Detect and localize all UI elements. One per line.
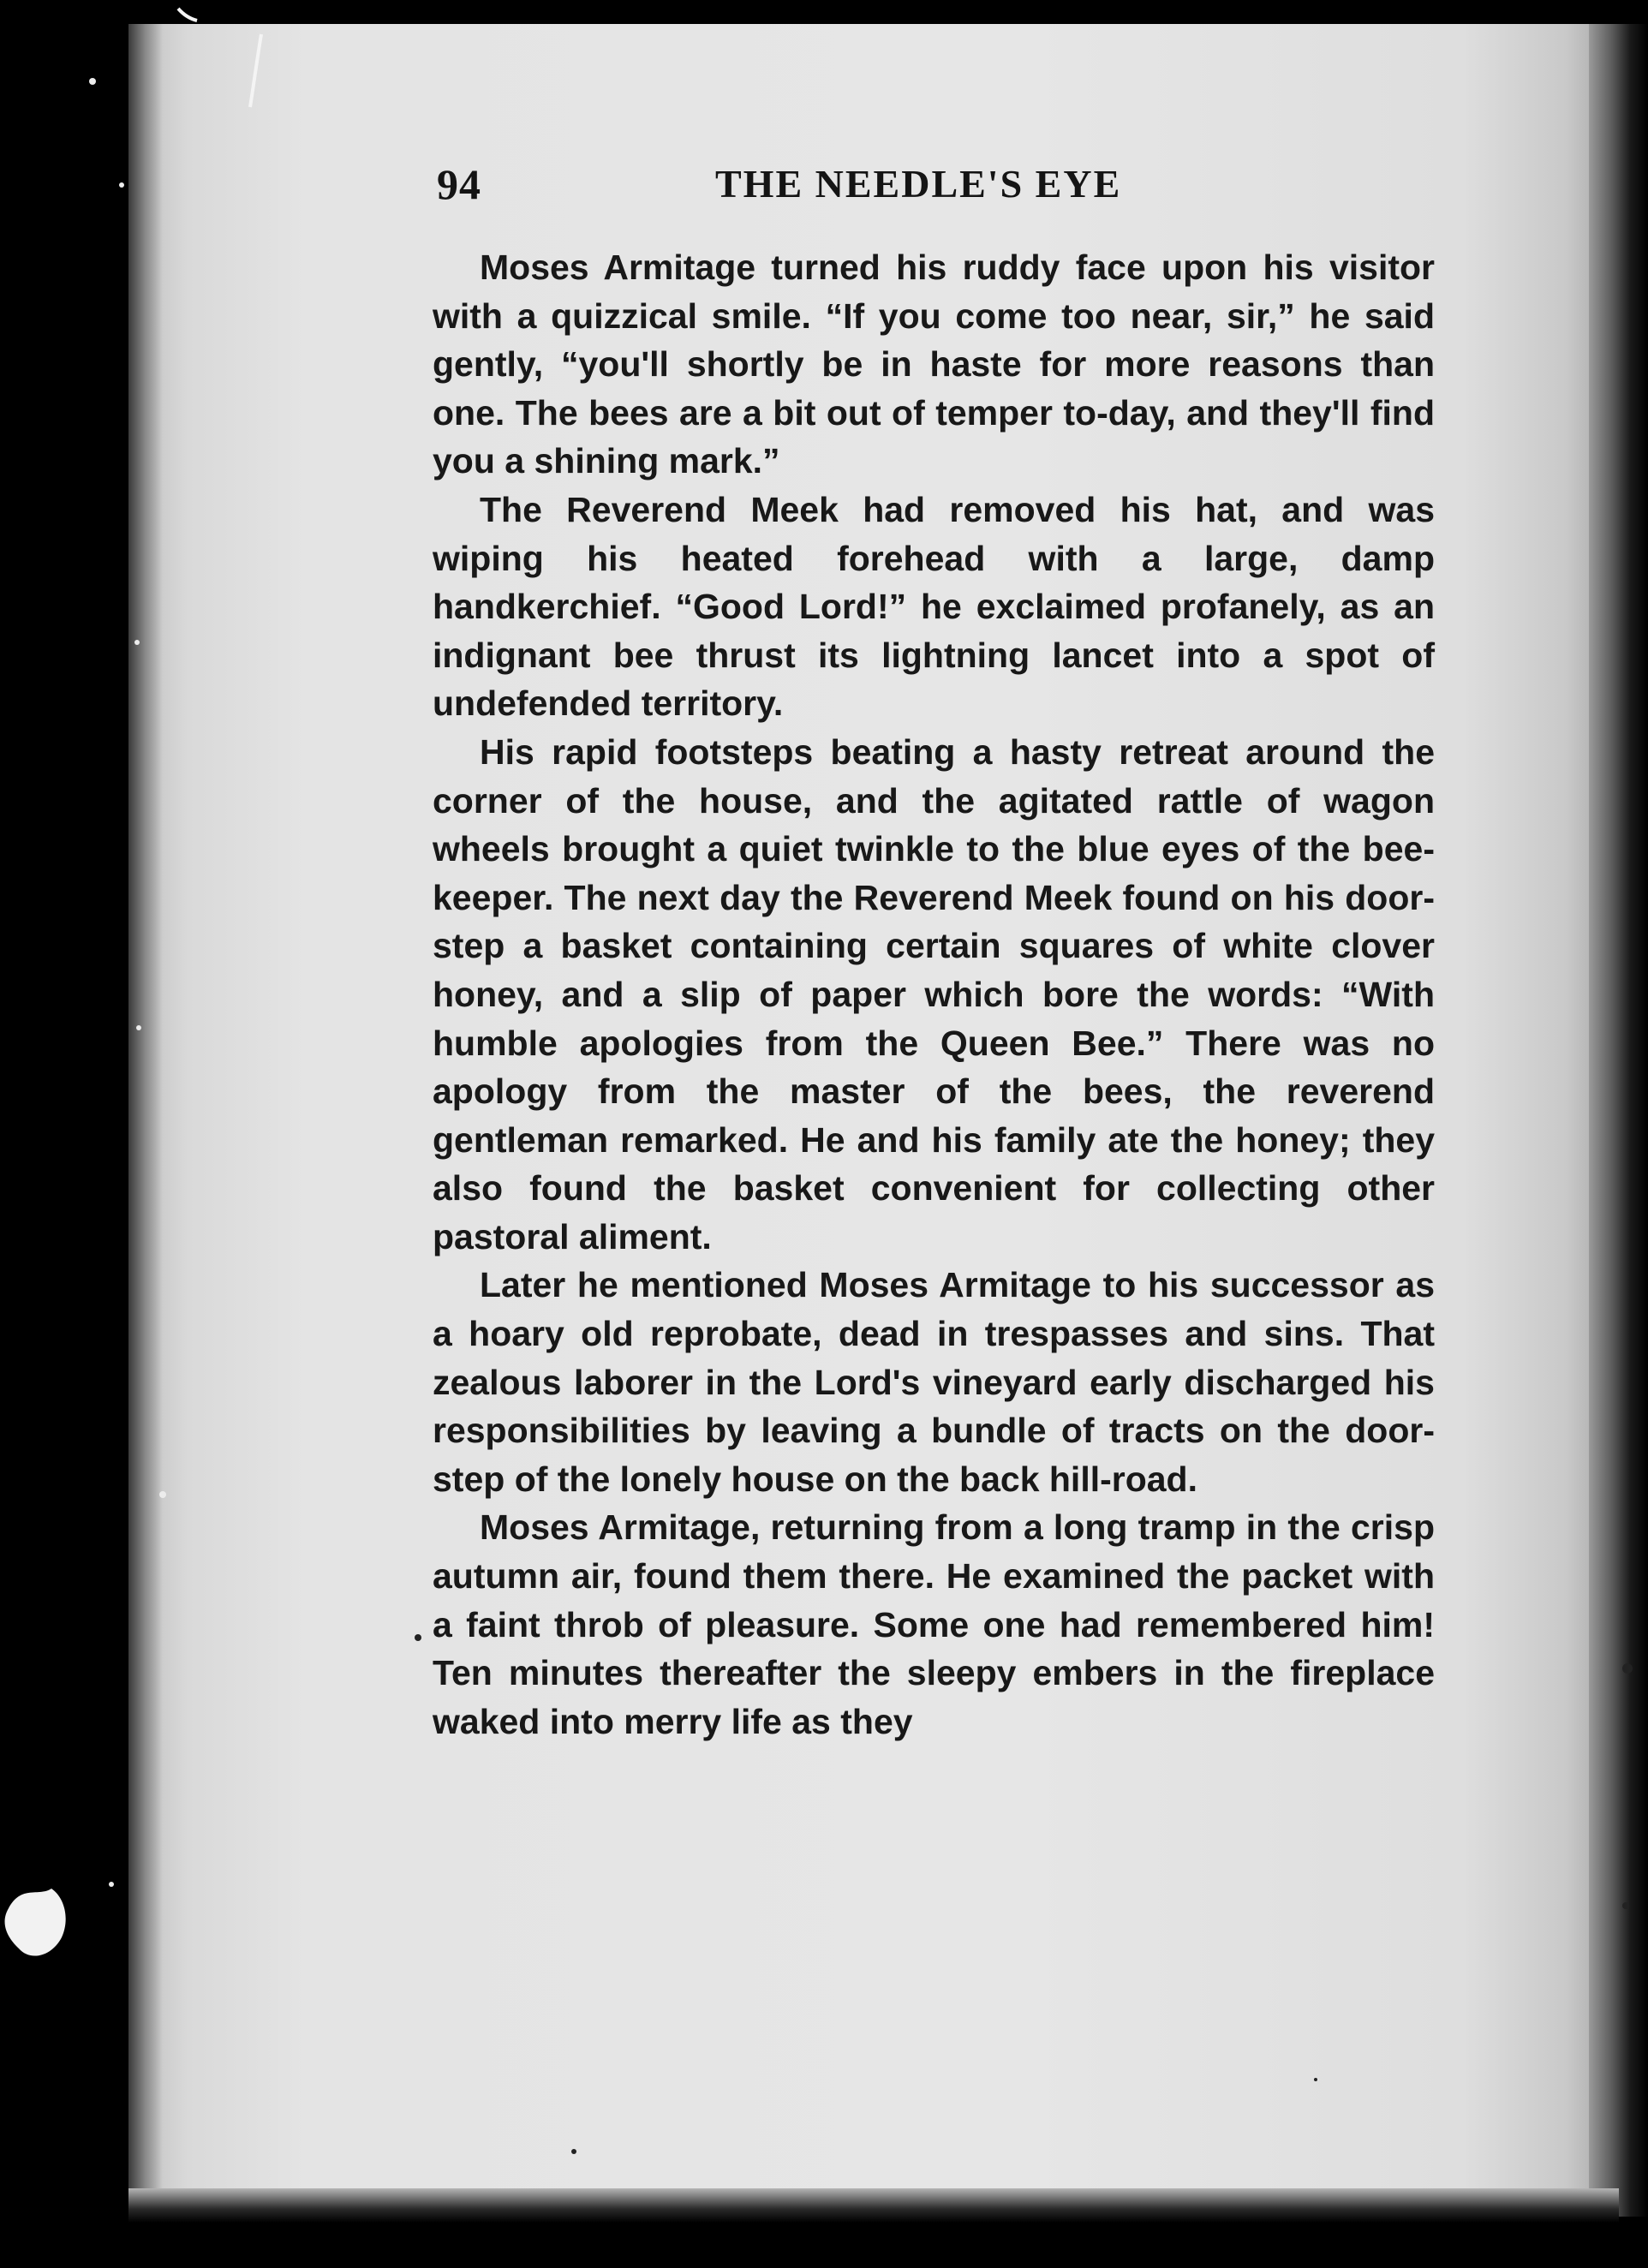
left-margin-marks [89,78,166,1887]
running-head: THE NEEDLE'S EYE [715,162,1122,206]
paragraph-3: His rapid footsteps beating a hasty retreat around the corner of the house, and the agitated rattle of wagon wheels brought a quiet twinkle to the blue eyes of the bee-keeper. The next day the Reverend Meek found on his door-step a basket containing certain squares of white clover honey, and a slip of paper which bore the words: “With humble apologies from the Queen Bee.” There was no apology from the master of the bees, the reverend gentleman remarked. He and his family ate the honey; they also found the basket convenient for collecting other pastoral aliment. [433,731,1435,1256]
paragraph-5: Moses Armitage, returning from a long tramp in the crisp autumn air, found them there. He examined the packet with a faint throb of pleasure. Some one had remembered him! Ten minutes thereafter the sleepy embers in the fireplace waked into merry life as they [433,1507,1435,1741]
paragraph-1: Moses Armitage turned his ruddy face upon his visitor with a quizzical smile. “If you come too near, sir,” he said gently, “you'll shortly be in haste for more reasons than one. The bees are a bit out of temper to-day, and they'll find you a shining mark.” [433,248,1435,481]
page-header [437,152,1508,221]
body-text [433,243,1435,1746]
left-ink-blot [5,1889,66,1956]
page-number: 94 [437,160,481,208]
paragraph-2: The Reverend Meek had removed his hat, and was wiping his heated forehead with a large, damp handkerchief. “Good Lord!” he exclaimed profanely, as an indignant bee thrust its lightning lancet into a spot of undefended territory. [433,489,1435,724]
top-left-scratch [178,9,261,107]
paragraph-4: Later he mentioned Moses Armitage to his successor as a hoary old reprobate, dead in trespasses and sins. That zealous laborer in the Lord's vineyard early discharged his responsibilities by leaving a bundle of tracts on the door-step of the lonely house on the back hill-road. [433,1265,1435,1499]
